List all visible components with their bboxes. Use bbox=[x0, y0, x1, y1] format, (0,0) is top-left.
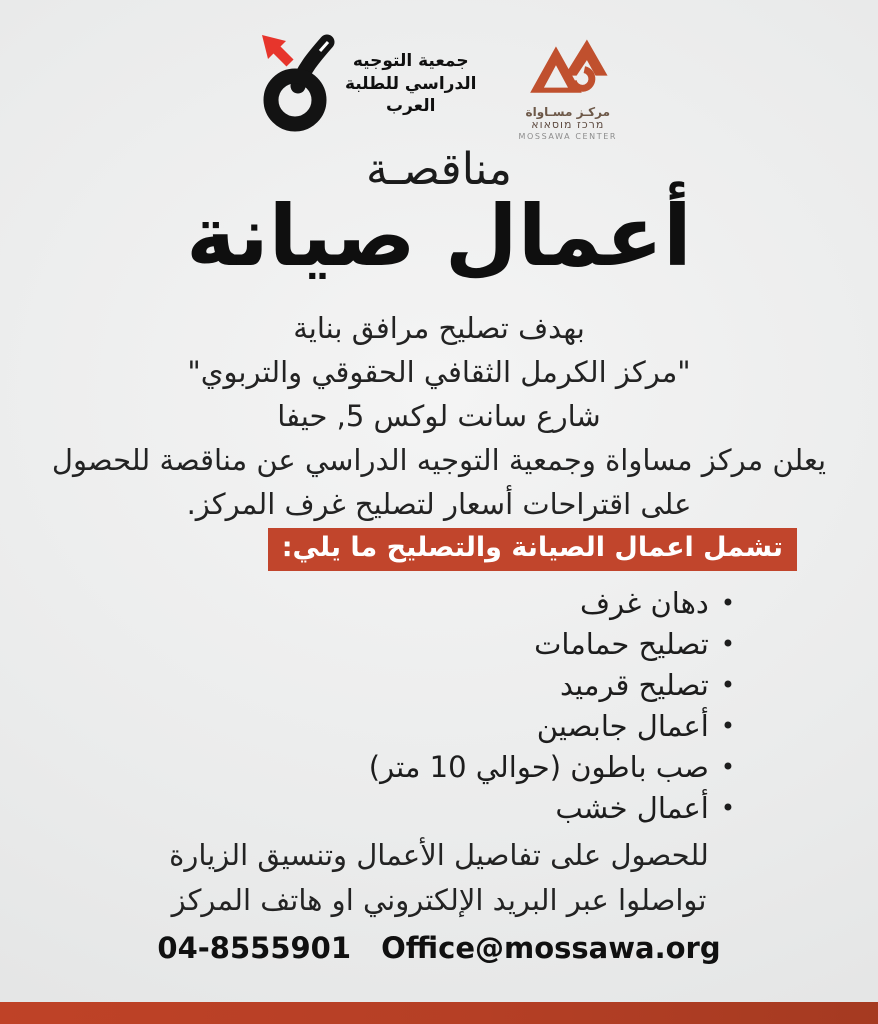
mossawa-mark-icon bbox=[525, 36, 611, 102]
header-logos bbox=[0, 32, 878, 142]
contact-instructions-line-1: للحصول على تفاصيل الأعمال وتنسيق الزيارة bbox=[169, 838, 709, 872]
tender-kicker: مناقصـة bbox=[366, 144, 512, 195]
work-item-label: تصليح حمامات bbox=[534, 627, 709, 661]
email-address: Office@mossawa.org bbox=[381, 931, 721, 965]
mossawa-center-logo bbox=[519, 36, 618, 142]
list-item bbox=[369, 668, 735, 702]
work-item-label: أعمال جابصين bbox=[536, 709, 709, 743]
intro-line-1: بهدف تصليح مرافق بناية bbox=[293, 311, 585, 345]
work-item-label: تصليح قرميد bbox=[559, 668, 709, 702]
contact-instructions bbox=[0, 833, 878, 923]
list-item bbox=[369, 709, 735, 743]
guidance-name-line-1: جمعية التوجيه bbox=[352, 51, 469, 72]
works-list bbox=[369, 586, 735, 825]
contact-details bbox=[0, 931, 878, 965]
bullet-icon: • bbox=[720, 589, 735, 617]
list-item bbox=[369, 627, 735, 661]
guidance-name-line-2: الدراسي للطلبة bbox=[344, 73, 477, 94]
mossawa-name-english: MOSSAWA CENTER bbox=[518, 131, 618, 141]
intro-line-3: شارع سانت لوكس 5, حيفا bbox=[277, 399, 601, 434]
bullet-icon: • bbox=[720, 671, 735, 699]
intro-line-2: "مركز الكرمل الثقافي الحقوقي والتربوي" bbox=[187, 355, 691, 390]
bullet-icon: • bbox=[720, 712, 735, 740]
guidance-association-name bbox=[345, 50, 477, 117]
work-item-label: صب باطون (حوالي 10 متر) bbox=[368, 750, 709, 784]
list-item bbox=[369, 586, 735, 620]
work-item-label: دهان غرف bbox=[580, 586, 709, 620]
bullet-icon: • bbox=[720, 753, 735, 781]
bottom-accent-bar bbox=[0, 1002, 878, 1024]
intro-line-5: على اقتراحات أسعار لتصليح غرف المركز. bbox=[186, 487, 692, 522]
mossawa-name-arabic: مركـز مسـاواة bbox=[525, 105, 611, 119]
list-item bbox=[369, 791, 735, 825]
page-title: أعمال صيانة bbox=[186, 187, 692, 285]
guidance-association-logo bbox=[261, 32, 477, 136]
list-item bbox=[369, 750, 735, 784]
mossawa-name-hebrew: מרכז מוסאוא bbox=[531, 118, 605, 132]
pen-loop-logo-icon bbox=[261, 32, 335, 136]
contact-instructions-line-2: تواصلوا عبر البريد الإلكتروني او هاتف المركز bbox=[171, 882, 707, 917]
guidance-name-line-3: العرب bbox=[385, 96, 436, 117]
intro-paragraph bbox=[0, 306, 878, 526]
intro-line-4: يعلن مركز مساواة وجمعية التوجيه الدراسي عن مناقصة للحصول bbox=[51, 443, 827, 478]
phone-number: 04-8555901 bbox=[157, 931, 352, 965]
bullet-icon: • bbox=[720, 630, 735, 658]
works-heading-banner: تشمل اعمال الصيانة والتصليح ما يلي: bbox=[268, 528, 797, 571]
works-heading-row bbox=[0, 528, 797, 571]
bullet-icon: • bbox=[720, 794, 735, 822]
work-item-label: أعمال خشب bbox=[555, 791, 709, 825]
